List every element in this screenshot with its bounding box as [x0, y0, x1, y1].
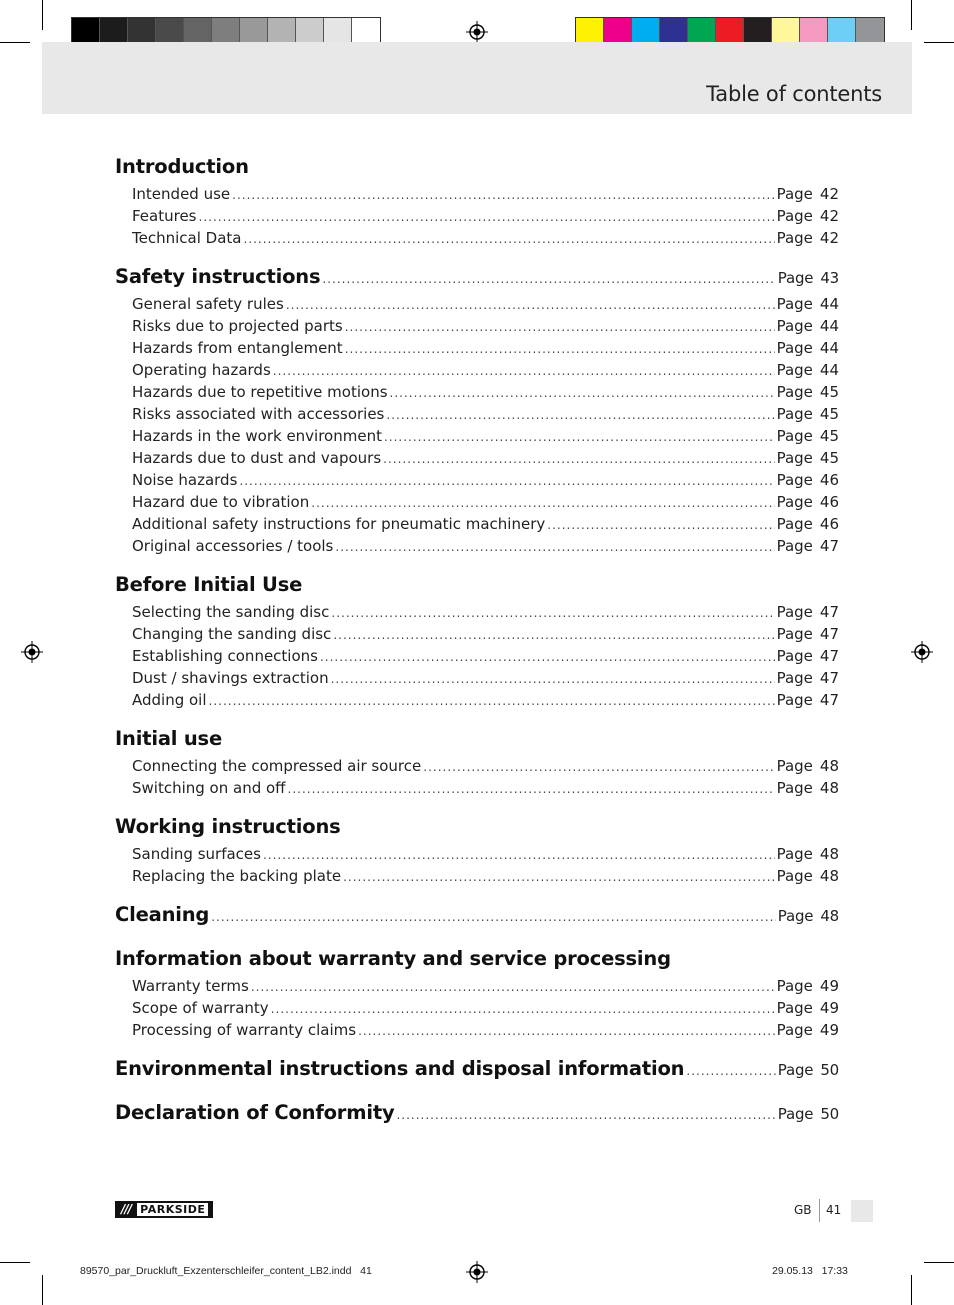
toc-section: [115, 150, 839, 249]
section-heading[interactable]: [115, 898, 839, 931]
leader-dots: [322, 263, 775, 296]
toc-entry[interactable]: [115, 227, 839, 249]
section-heading[interactable]: [115, 1052, 839, 1085]
page-label: Page: [776, 493, 813, 511]
page-reference: [777, 1019, 839, 1041]
entry-label: Hazards in the work environment: [132, 427, 382, 445]
color-swatch: [716, 18, 744, 45]
page-reference: [777, 689, 839, 711]
entry-label: Selecting the sanding disc: [132, 603, 330, 621]
entry-label: Switching on and off: [132, 779, 286, 797]
page-number-ref: 49: [819, 999, 839, 1017]
toc-entry[interactable]: [115, 975, 839, 997]
color-swatch: [632, 18, 660, 45]
page-number-ref: 47: [819, 691, 839, 709]
entry-label: Replacing the backing plate: [132, 867, 342, 885]
toc-section: [115, 249, 839, 557]
page-number-ref: 45: [819, 405, 839, 423]
leader-dots: [386, 404, 774, 426]
entry-label: Warranty terms: [132, 977, 249, 995]
toc-entry[interactable]: [115, 513, 839, 535]
registration-mark-icon: [466, 1261, 488, 1283]
page-reference: [777, 535, 839, 557]
page-label: Page: [776, 999, 813, 1017]
toc-entry[interactable]: [115, 425, 839, 447]
leader-dots: [311, 492, 774, 514]
page-reference: [777, 491, 839, 513]
page-reference: [777, 601, 839, 623]
page-label: Page: [776, 625, 813, 643]
entry-label: Technical Data: [132, 229, 242, 247]
crop-mark: [924, 1262, 954, 1263]
page-label: Page: [776, 317, 813, 335]
page-reference: [777, 513, 839, 535]
toc-entry[interactable]: [115, 447, 839, 469]
color-swatch: [828, 18, 856, 45]
section-title: Initial use: [115, 727, 222, 750]
leader-dots: [333, 624, 774, 646]
leader-dots: [251, 976, 775, 998]
leader-dots: [331, 602, 774, 624]
page-number-ref: 42: [819, 229, 839, 247]
page-label: Page: [776, 691, 813, 709]
page-label: Page: [776, 449, 813, 467]
page-label: Page: [776, 405, 813, 423]
page-label: Page: [776, 383, 813, 401]
page-label: Page: [776, 1021, 813, 1039]
page-label: Page: [776, 207, 813, 225]
leader-dots: [209, 690, 775, 712]
page-reference: [778, 900, 839, 933]
section-title: Safety instructions: [115, 265, 321, 288]
toc-entry[interactable]: [115, 535, 839, 557]
section-heading[interactable]: [115, 722, 839, 755]
toc-entry[interactable]: [115, 777, 839, 799]
toc-entry[interactable]: [115, 865, 839, 887]
section-title: Declaration of Conformity: [115, 1101, 395, 1124]
page-reference: [777, 623, 839, 645]
section-title: Cleaning: [115, 903, 210, 926]
toc-entry[interactable]: [115, 359, 839, 381]
entry-label: Establishing connections: [132, 647, 318, 665]
color-swatch: [212, 18, 240, 45]
toc-entry[interactable]: [115, 667, 839, 689]
page-number-ref: 47: [819, 625, 839, 643]
page-reference: [777, 337, 839, 359]
registration-mark-icon: [911, 641, 933, 663]
section-heading[interactable]: [115, 1096, 839, 1129]
section-heading[interactable]: [115, 810, 839, 843]
color-swatch: [184, 18, 212, 45]
entry-label: Risks due to projected parts: [132, 317, 343, 335]
section-heading[interactable]: [115, 568, 839, 601]
page-number-ref: 47: [819, 669, 839, 687]
page-reference: [777, 183, 839, 205]
page-number-ref: 48: [820, 907, 839, 925]
color-swatch: [800, 18, 828, 45]
page-label: Page: [776, 229, 813, 247]
entry-label: Additional safety instructions for pneumatic machinery: [132, 515, 546, 533]
toc-section: [115, 931, 839, 1041]
page-number-ref: 49: [819, 977, 839, 995]
leader-dots: [358, 1020, 775, 1042]
page-number-ref: 46: [819, 471, 839, 489]
page-number-ref: 42: [819, 185, 839, 203]
page-number-ref: 45: [819, 449, 839, 467]
toc-entry[interactable]: [115, 1019, 839, 1041]
section-heading[interactable]: [115, 942, 839, 975]
color-swatch: [128, 18, 156, 45]
section-heading[interactable]: [115, 260, 839, 293]
section-title: Environmental instructions and disposal information: [115, 1057, 685, 1080]
page-reference: [777, 975, 839, 997]
logo-stripes-icon: ///: [121, 1202, 132, 1216]
page-number-ref: 47: [819, 647, 839, 665]
page-number-ref: 48: [819, 757, 839, 775]
entry-label: General safety rules: [132, 295, 284, 313]
entry-label: Features: [132, 207, 197, 225]
toc-section: [115, 887, 839, 931]
color-swatch: [576, 18, 604, 45]
toc-section: [115, 557, 839, 711]
toc-entry[interactable]: [115, 205, 839, 227]
color-swatch: [352, 18, 380, 45]
page-number-ref: 47: [819, 537, 839, 555]
entry-label: Operating hazards: [132, 361, 271, 379]
toc-entry[interactable]: [115, 491, 839, 513]
toc-section: [115, 1041, 839, 1085]
toc-entry[interactable]: [115, 183, 839, 205]
page-label: Page: [776, 779, 813, 797]
color-swatch: [296, 18, 324, 45]
parkside-logo: [115, 1201, 213, 1218]
entry-label: Connecting the compressed air source: [132, 757, 422, 775]
page-reference: [777, 777, 839, 799]
page-label: Page: [776, 647, 813, 665]
leader-dots: [320, 646, 775, 668]
color-swatch: [100, 18, 128, 45]
page-reference: [777, 403, 839, 425]
page-reference: [777, 447, 839, 469]
section-heading[interactable]: [115, 150, 839, 183]
page-reference: [778, 262, 839, 295]
section-title: Information about warranty and service processing: [115, 947, 671, 970]
page-number-ref: 45: [819, 383, 839, 401]
entry-label: Noise hazards: [132, 471, 238, 489]
entry-label: Intended use: [132, 185, 231, 203]
entry-label: Dust / shavings extraction: [132, 669, 329, 687]
page-reference: [777, 469, 839, 491]
color-swatch: [772, 18, 800, 45]
crop-mark: [42, 0, 43, 30]
page-number: 41: [826, 1203, 842, 1217]
toc-entry[interactable]: [115, 337, 839, 359]
print-slug-date: 29.05.13 17:33: [772, 1265, 848, 1277]
footer-divider: [819, 1199, 820, 1222]
leader-dots: [383, 448, 774, 470]
toc-entry[interactable]: [115, 645, 839, 667]
leader-dots: [345, 316, 775, 338]
page-label: Page: [776, 185, 813, 203]
leader-dots: [232, 184, 774, 206]
color-swatch: [156, 18, 184, 45]
entry-label: Sanding surfaces: [132, 845, 261, 863]
leader-dots: [547, 514, 774, 536]
section-title: Working instructions: [115, 815, 341, 838]
table-of-contents: [115, 150, 839, 1129]
page-label: Page: [776, 339, 813, 357]
page-number-ref: 45: [819, 427, 839, 445]
crop-mark: [911, 0, 912, 30]
crop-mark: [911, 1275, 912, 1305]
page-number-ref: 43: [820, 269, 839, 287]
page-reference: [777, 667, 839, 689]
leader-dots: [243, 228, 774, 250]
page-number-ref: 50: [820, 1061, 839, 1079]
entry-label: Hazards from entanglement: [132, 339, 343, 357]
leader-dots: [239, 470, 774, 492]
page-label: Page: [777, 907, 814, 925]
toc-entry[interactable]: [115, 403, 839, 425]
page-number-ref: 44: [819, 317, 839, 335]
page-reference: [777, 381, 839, 403]
leader-dots: [211, 901, 776, 934]
page-label: Page: [776, 757, 813, 775]
footer-tab: [851, 1200, 873, 1222]
page-label: Page: [777, 269, 814, 287]
page-label: Page: [776, 471, 813, 489]
color-swatch: [72, 18, 100, 45]
page-reference: [777, 425, 839, 447]
registration-mark-icon: [21, 641, 43, 663]
page-number-ref: 49: [819, 1021, 839, 1039]
page-label: Page: [776, 361, 813, 379]
entry-label: Processing of warranty claims: [132, 1021, 357, 1039]
print-slug-filename: 89570_par_Druckluft_Exzenterschleifer_content_LB2.indd 41: [80, 1265, 372, 1277]
page-number-ref: 42: [819, 207, 839, 225]
language-code: GB: [794, 1203, 812, 1217]
page-number-ref: 44: [819, 295, 839, 313]
page-reference: [777, 865, 839, 887]
leader-dots: [343, 866, 775, 888]
toc-entry[interactable]: [115, 755, 839, 777]
leader-dots: [199, 206, 775, 228]
color-swatch: [856, 18, 884, 45]
page-label: Page: [777, 1105, 814, 1123]
page-number-ref: 46: [819, 515, 839, 533]
page-number-ref: 48: [819, 867, 839, 885]
page-number-ref: 44: [819, 339, 839, 357]
leader-dots: [396, 1099, 775, 1132]
page-label: Page: [776, 845, 813, 863]
toc-entry[interactable]: [115, 601, 839, 623]
color-swatch: [744, 18, 772, 45]
leader-dots: [286, 294, 775, 316]
page-reference: [778, 1054, 839, 1087]
leader-dots: [271, 998, 775, 1020]
registration-mark-icon: [466, 21, 488, 43]
page-reference: [777, 755, 839, 777]
page-reference: [777, 315, 839, 337]
color-swatch: [268, 18, 296, 45]
toc-entry[interactable]: [115, 469, 839, 491]
page-reference: [777, 205, 839, 227]
entry-label: Original accessories / tools: [132, 537, 334, 555]
entry-label: Risks associated with accessories: [132, 405, 385, 423]
color-swatch: [660, 18, 688, 45]
page-number-ref: 48: [819, 779, 839, 797]
section-title: Before Initial Use: [115, 573, 303, 596]
leader-dots: [345, 338, 775, 360]
toc-entry[interactable]: [115, 293, 839, 315]
page-reference: [777, 293, 839, 315]
page-label: Page: [776, 537, 813, 555]
entry-label: Hazards due to dust and vapours: [132, 449, 382, 467]
toc-entry[interactable]: [115, 315, 839, 337]
leader-dots: [273, 360, 775, 382]
logo-wordmark: PARKSIDE: [137, 1203, 208, 1216]
leader-dots: [331, 668, 775, 690]
toc-entry[interactable]: [115, 623, 839, 645]
entry-label: Hazard due to vibration: [132, 493, 310, 511]
toc-section: [115, 799, 839, 887]
crop-mark: [0, 42, 30, 43]
entry-label: Scope of warranty: [132, 999, 269, 1017]
crop-mark: [0, 1262, 30, 1263]
color-swatch: [324, 18, 352, 45]
page-number-ref: 48: [819, 845, 839, 863]
toc-entry[interactable]: [115, 689, 839, 711]
page-reference: [778, 1098, 839, 1131]
toc-section: [115, 1085, 839, 1129]
page-number-ref: 50: [820, 1105, 839, 1123]
color-swatch: [604, 18, 632, 45]
leader-dots: [335, 536, 774, 558]
leader-dots: [288, 778, 775, 800]
toc-entry[interactable]: [115, 381, 839, 403]
toc-entry[interactable]: [115, 843, 839, 865]
page-label: Page: [776, 867, 813, 885]
section-title: Introduction: [115, 155, 249, 178]
page-number-ref: 47: [819, 603, 839, 621]
toc-section: [115, 711, 839, 799]
leader-dots: [390, 382, 775, 404]
page-label: Page: [777, 1061, 814, 1079]
leader-dots: [423, 756, 774, 778]
page-label: Page: [776, 603, 813, 621]
page-label: Page: [776, 977, 813, 995]
page-reference: [777, 645, 839, 667]
entry-label: Hazards due to repetitive motions: [132, 383, 388, 401]
page-title: Table of contents: [706, 82, 882, 106]
color-swatch: [688, 18, 716, 45]
leader-dots: [384, 426, 775, 448]
page-number-ref: 44: [819, 361, 839, 379]
toc-entry[interactable]: [115, 997, 839, 1019]
leader-dots: [263, 844, 775, 866]
crop-mark: [924, 42, 954, 43]
page-label: Page: [776, 669, 813, 687]
page-reference: [777, 843, 839, 865]
page-number-ref: 46: [819, 493, 839, 511]
entry-label: Changing the sanding disc: [132, 625, 332, 643]
page-label: Page: [776, 295, 813, 313]
leader-dots: [686, 1055, 775, 1088]
entry-label: Adding oil: [132, 691, 207, 709]
page-reference: [777, 359, 839, 381]
color-swatch: [240, 18, 268, 45]
page-reference: [777, 227, 839, 249]
page-label: Page: [776, 427, 813, 445]
page-reference: [777, 997, 839, 1019]
crop-mark: [42, 1275, 43, 1305]
page-label: Page: [776, 515, 813, 533]
